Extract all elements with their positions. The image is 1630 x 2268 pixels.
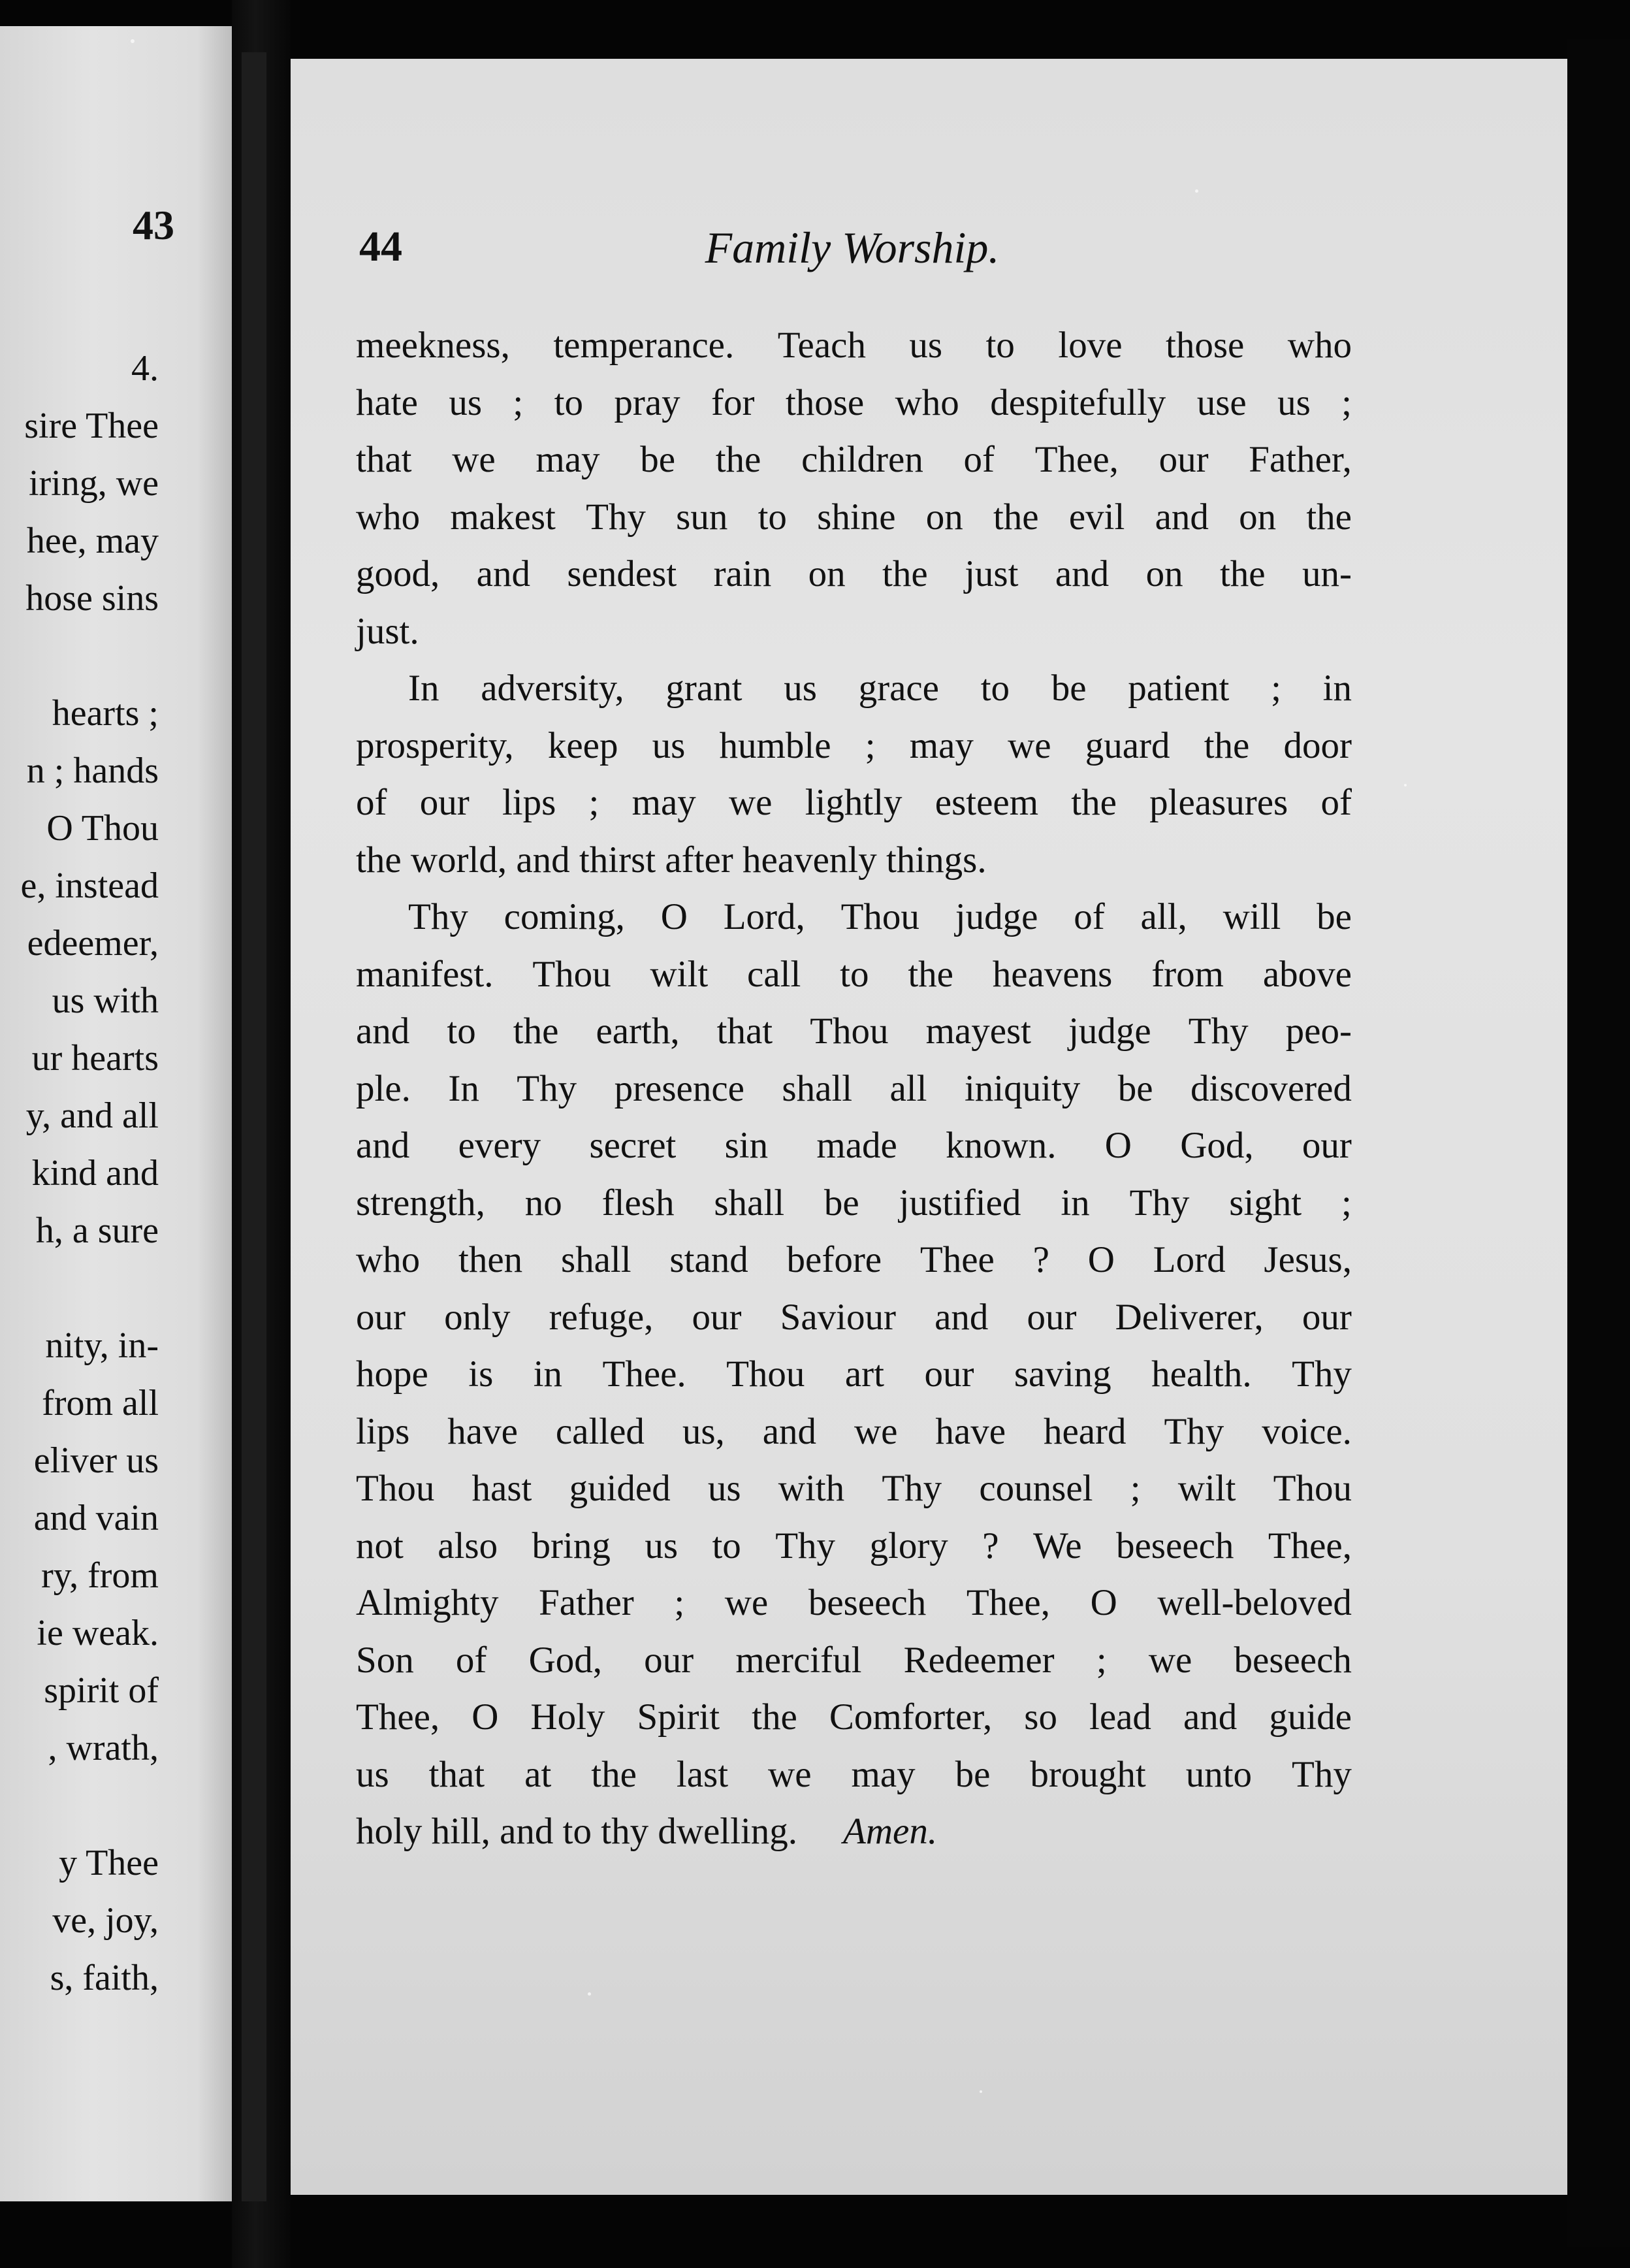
line-text: just. [356,610,419,652]
text-line [356,489,1352,546]
line-text: ple. In Thy presence shall all iniquity be discovered [356,1067,1352,1109]
text-line [356,832,1352,889]
left-page-line: hearts ; [52,693,159,734]
left-page-line: and vain [33,1498,159,1538]
text-line [356,1289,1352,1346]
left-page-line: from all [42,1383,159,1423]
text-line [356,1803,1352,1860]
left-page-line: kind and [31,1153,159,1193]
line-text: and to the earth, that Thou mayest judge Thy peo- [356,1011,1352,1052]
line-text: prosperity, keep us humble ; may we guard the door [356,724,1352,766]
left-page [0,26,232,2201]
left-page-line [0,1259,159,1317]
left-page-number: 43 [133,202,174,248]
left-page-line: y, and all [25,1095,159,1136]
text-line [356,888,1352,946]
line-text: good, and sendest rain on the just and on the un- [356,553,1352,594]
left-page-line: hee, may [26,521,159,561]
left-page-line: y Thee [59,1843,159,1883]
text-line [356,603,1352,660]
closing-amen: Amen. [843,1811,938,1852]
text-line [356,317,1352,374]
left-page-line: n ; hands [26,751,159,791]
right-page [291,59,1567,2195]
left-page-line [0,1777,159,1834]
left-page-line: edeemer, [27,923,159,964]
left-page-line: h, a sure [35,1210,159,1251]
page-header [359,222,1345,281]
left-page-line: ur hearts [31,1038,159,1078]
left-page-line: iring, we [28,463,159,504]
line-text: the world, and thirst after heavenly things. [356,839,987,881]
line-text: our only refuge, our Saviour and our Deliverer, our [356,1296,1352,1338]
text-line [356,660,1352,717]
line-text: Son of God, our merciful Redeemer ; we beseech [356,1639,1352,1681]
left-page-line: ry, from [41,1555,159,1596]
text-line [356,1174,1352,1232]
body-text [356,317,1352,1860]
left-page-line: s, faith, [50,1958,159,1998]
left-page-line: 4. [131,348,159,389]
text-line [356,1231,1352,1289]
line-text: Thee, O Holy Spirit the Comforter, so lead and guide [356,1696,1352,1738]
scan-speck [1404,784,1407,786]
line-text: Thou hast guided us with Thy counsel ; wilt Thou [356,1468,1352,1509]
scan-speck [131,39,135,43]
line-text: lips have called us, and we have heard Thy voice. [356,1410,1352,1452]
left-page-line: O Thou [46,808,159,849]
text-line [356,1517,1352,1575]
running-head: Family Worship. [705,223,1000,272]
left-page-line: e, instead [20,866,159,906]
line-text: not also bring us to Thy glory ? We beseech Thee, [356,1525,1352,1566]
text-line [356,1574,1352,1632]
scan-speck [588,1992,591,1996]
text-line [356,946,1352,1003]
text-line [356,431,1352,489]
text-line [356,717,1352,775]
text-line [356,1460,1352,1517]
left-page-line: hose sins [25,578,159,619]
scan-speck [980,2090,982,2093]
text-line [356,545,1352,603]
left-page-line: , wrath, [48,1728,159,1768]
line-text: hope is in Thee. Thou art our saving health. Thy [356,1353,1352,1395]
line-text: strength, no flesh shall be justified in Thy sight ; [356,1182,1352,1223]
left-page-text [0,340,159,2007]
line-text: manifest. Thou wilt call to the heavens from above [356,953,1352,995]
left-page-line: ve, joy, [52,1900,159,1941]
line-text: of our lips ; may we lightly esteem the pleasures of [356,782,1352,823]
left-page-line: nity, in- [45,1325,159,1366]
binding-strip [242,52,266,2201]
left-page-line: us with [52,980,159,1021]
left-page-line: ie weak. [37,1613,159,1653]
line-text: hate us ; to pray for those who despitefully use us ; [356,381,1352,423]
text-line [356,374,1352,432]
line-text: Almighty Father ; we beseech Thee, O well-beloved [356,1582,1352,1623]
text-line [356,1003,1352,1060]
text-line [356,1060,1352,1118]
left-page-line: sire Thee [24,406,159,446]
line-text: who makest Thy sun to shine on the evil and on the [356,496,1352,538]
text-line [356,1346,1352,1403]
scan-border-right [1567,39,1630,2247]
text-line [356,1689,1352,1746]
left-page-line [0,627,159,685]
line-text: and every secret sin made known. O God, our [356,1125,1352,1166]
line-text: meekness, temperance. Teach us to love those who [356,325,1352,366]
text-line [356,774,1352,832]
line-text: holy hill, and to thy dwelling. [356,1811,798,1852]
text-line [356,1117,1352,1174]
left-page-line: spirit of [44,1670,159,1711]
scan-speck [1195,189,1198,193]
text-line [356,1632,1352,1689]
line-text: Thy coming, O Lord, Thou judge of all, will be [408,896,1352,937]
line-text: In adversity, grant us grace to be patient ; in [408,668,1352,709]
page-number: 44 [359,223,402,270]
line-text: us that at the last we may be brought unto Thy [356,1753,1352,1795]
text-line [356,1746,1352,1804]
line-text: who then shall stand before Thee ? O Lord Jesus, [356,1239,1352,1280]
line-text: that we may be the children of Thee, our Father, [356,439,1352,480]
left-page-line: eliver us [33,1440,159,1481]
text-line [356,1403,1352,1461]
